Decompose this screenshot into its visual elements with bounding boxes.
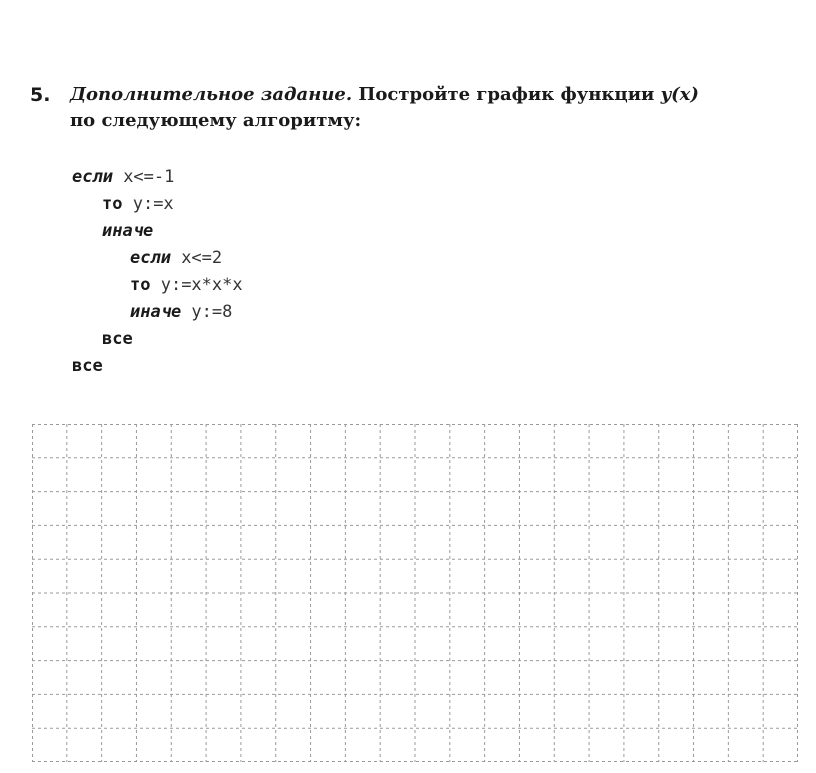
keyword-then: то (102, 194, 123, 214)
algo-row-5 (72, 272, 243, 299)
algo-row-6 (72, 299, 243, 326)
keyword-if: если (130, 248, 171, 268)
algo-row-4 (72, 245, 243, 272)
algo-row-3 (72, 218, 243, 245)
keyword-end: все (72, 356, 103, 376)
algo-row-7 (72, 326, 243, 353)
function-name: y(x) (660, 84, 699, 105)
algorithm-code (72, 164, 243, 380)
algo-row-2 (72, 191, 243, 218)
assignment: y:=x (122, 194, 174, 214)
assignment: y:=x*x*x (150, 275, 243, 295)
task-text-line2: по следующему алгоритму: (70, 110, 362, 131)
task-text (70, 82, 800, 108)
assignment: y:=8 (181, 302, 233, 322)
condition: x<=2 (170, 248, 223, 268)
algo-row-8 (72, 353, 243, 380)
task-number: 5. (30, 84, 51, 106)
keyword-end: все (102, 329, 133, 349)
graph-paper-grid (32, 424, 798, 762)
algo-row-1 (72, 164, 243, 191)
task-statement (30, 82, 800, 134)
task-text-body: Постройте график функции (352, 84, 661, 105)
task-label: Дополнительное задание. (70, 84, 353, 105)
keyword-else: иначе (102, 221, 154, 241)
keyword-then: то (130, 275, 151, 295)
condition: x<=-1 (112, 167, 175, 187)
keyword-else: иначе (130, 302, 182, 322)
keyword-if: если (72, 167, 113, 187)
